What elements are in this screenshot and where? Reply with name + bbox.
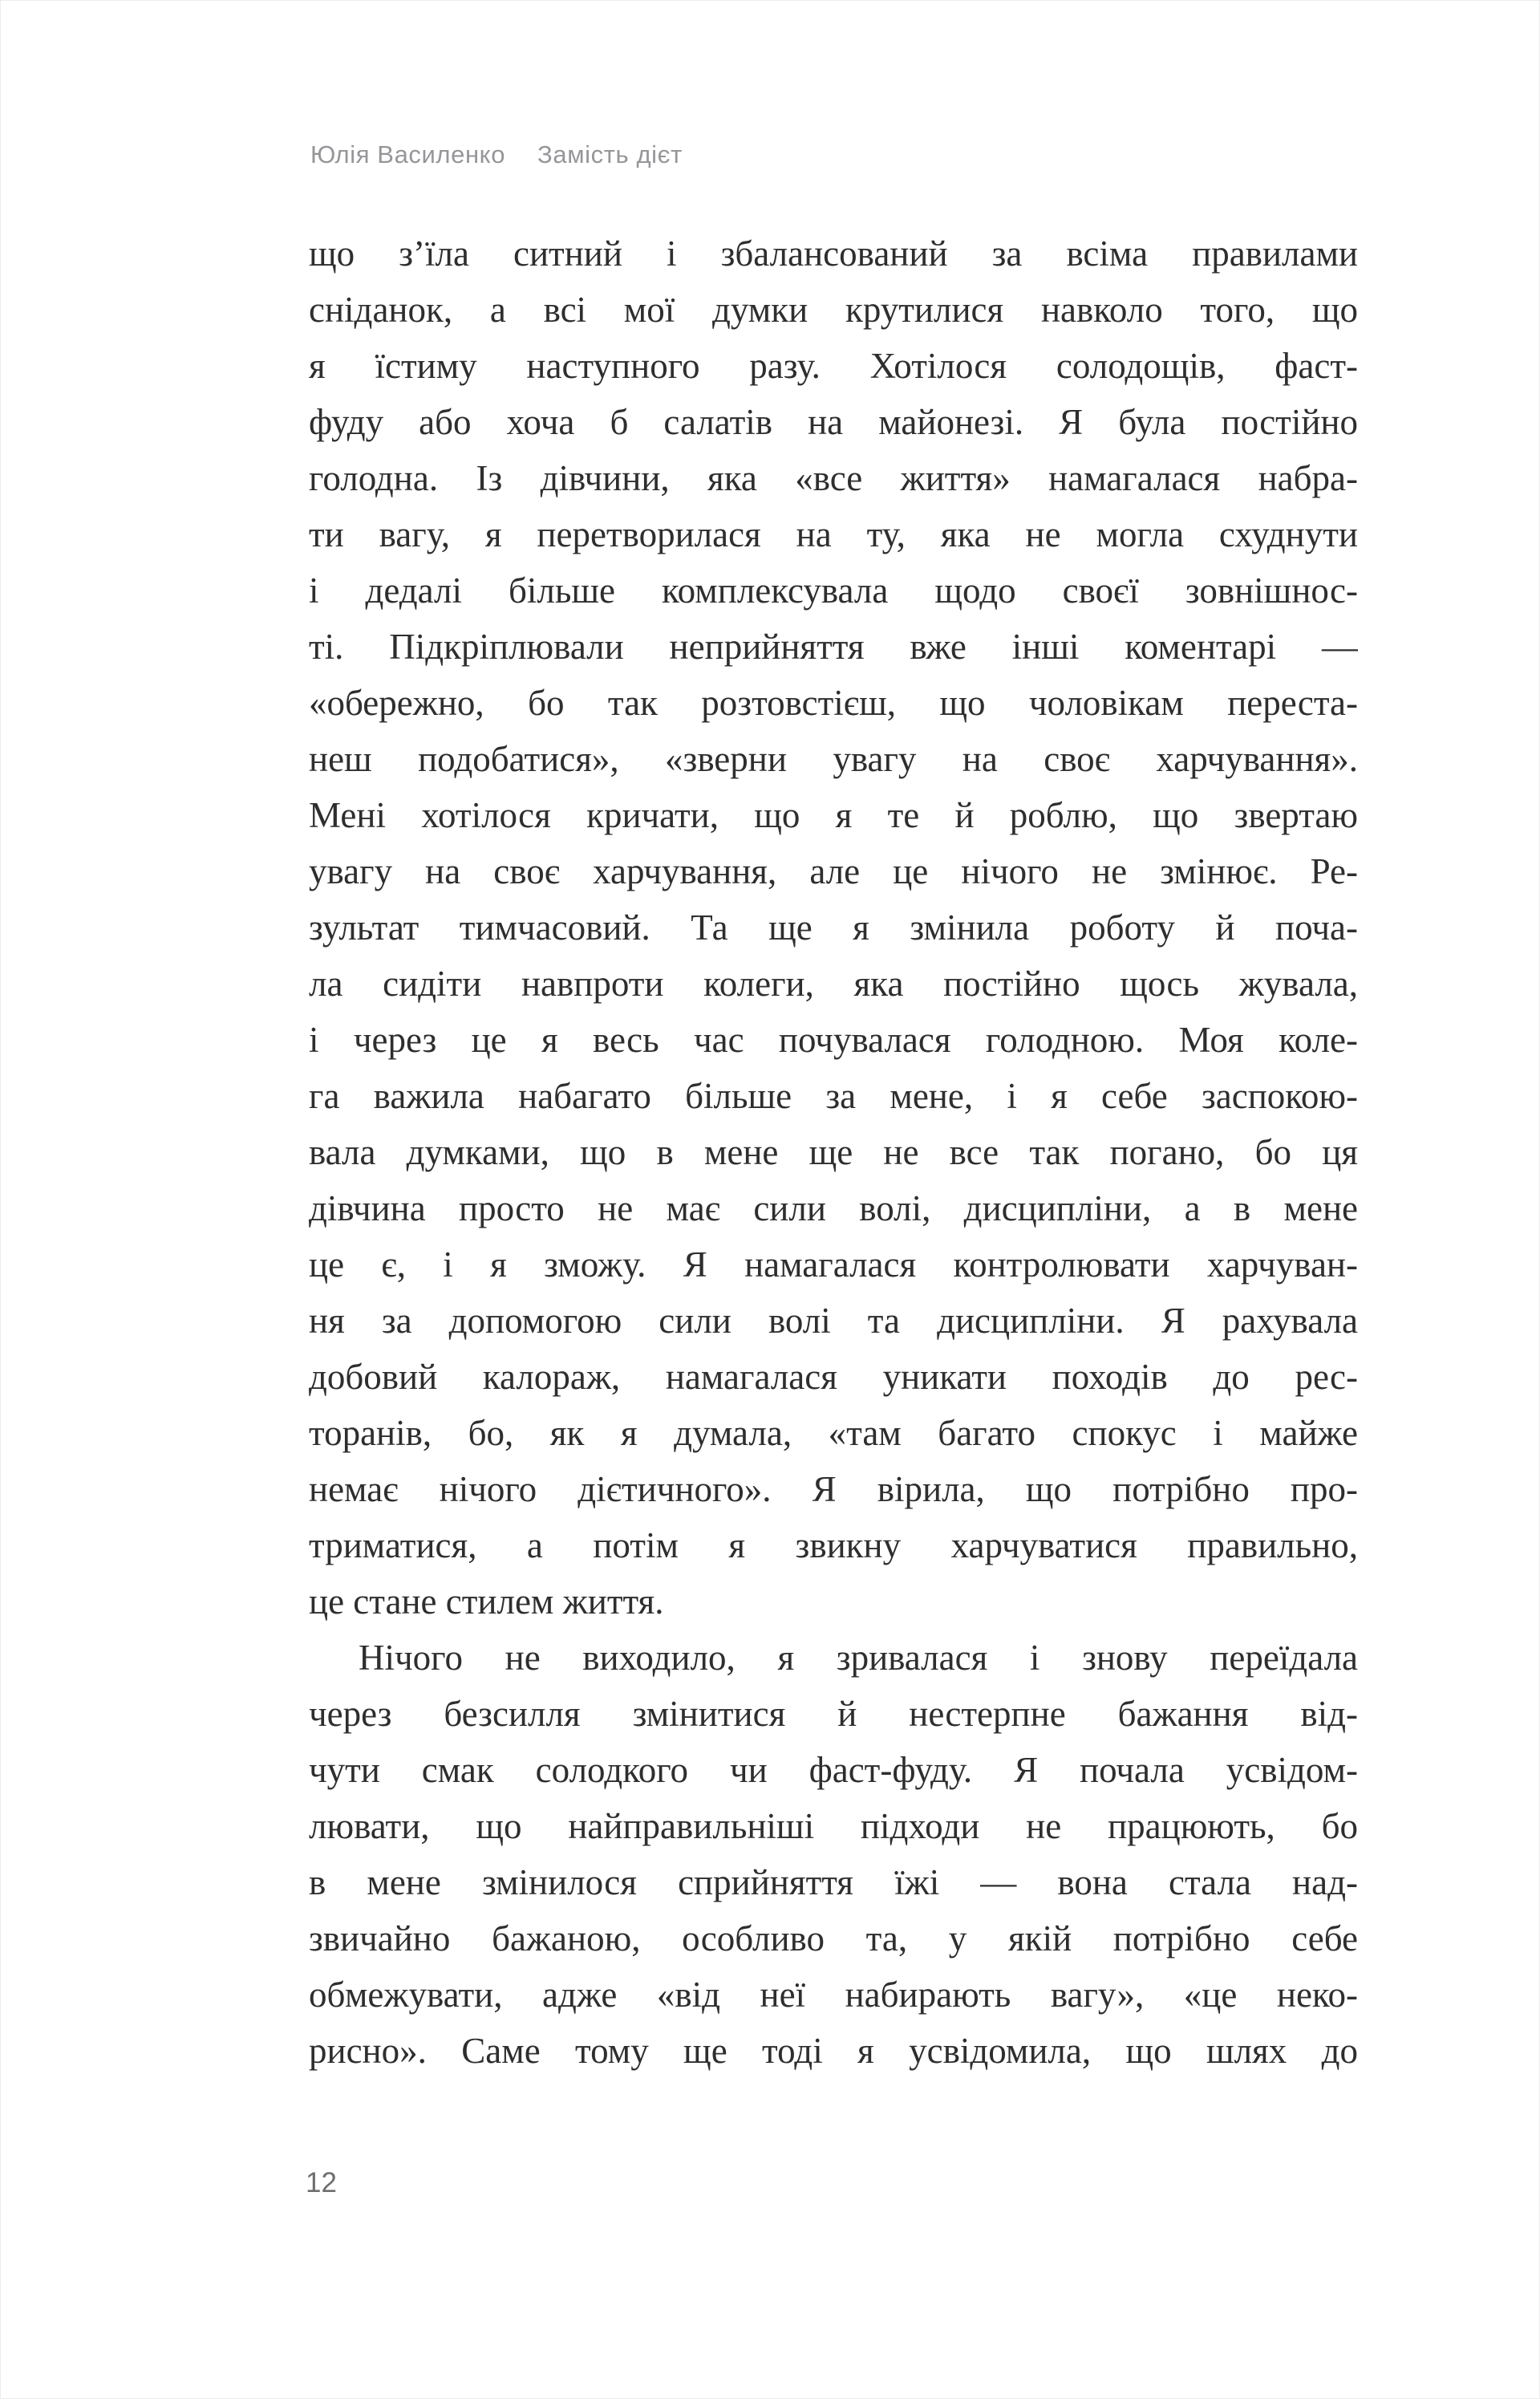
text-line: Мені хотілося кричати, що я те й роблю, що звертаю: [309, 795, 1358, 835]
text-line: добовий калораж, намагалася уникати походів до рес-: [309, 1357, 1358, 1397]
text-line: голодна. Із дівчини, яка «все життя» намагалася набра-: [309, 458, 1358, 498]
text-line: обмежувати, адже «від неї набирають вагу», «це неко-: [309, 1975, 1358, 2015]
text-line: рисно». Саме тому ще тоді я усвідомила, що шлях до: [309, 2031, 1358, 2071]
text-line: ті. Підкріплювали неприйняття вже інші коментарі —: [309, 627, 1358, 667]
text-line: ти вагу, я перетворилася на ту, яка не могла схуднути: [309, 514, 1358, 554]
text-line: увагу на своє харчування, але це нічого не змінює. Ре-: [309, 851, 1358, 891]
text-line: ня за допомогою сили волі та дисципліни. Я рахувала: [309, 1301, 1358, 1341]
text-line: торанів, бо, як я думала, «там багато спокус і майже: [309, 1413, 1358, 1453]
text-line: звичайно бажаною, особливо та, у якій потрібно себе: [309, 1918, 1358, 1959]
text-line: триматися, а потім я звикну харчуватися правильно,: [309, 1525, 1358, 1565]
text-line: і дедалі більше комплексувала щодо своєї зовнішнос-: [309, 570, 1358, 611]
running-head-author: Юлія Василенко: [310, 140, 506, 168]
text-line: це є, і я зможу. Я намагалася контролювати харчуван-: [309, 1244, 1358, 1285]
page-number: 12: [306, 2167, 337, 2198]
text-line: в мене змінилося сприйняття їжі — вона стала над-: [309, 1862, 1358, 1902]
text-line: через безсилля змінитися й нестерпне бажання від-: [309, 1694, 1358, 1734]
text-line: і через це я весь час почувалася голодною. Моя коле-: [309, 1020, 1358, 1060]
text-line: ла сидіти навпроти колеги, яка постійно щось жувала,: [309, 964, 1358, 1004]
text-line: зультат тимчасовий. Та ще я змінила роботу й поча-: [309, 907, 1358, 948]
text-line: вала думками, що в мене ще не все так погано, бо ця: [309, 1132, 1358, 1172]
text-line: дівчина просто не має сили волі, дисципліни, а в мене: [309, 1188, 1358, 1228]
text-line: це стане стилем життя.: [309, 1581, 664, 1622]
text-line: що з’їла ситний і збалансований за всіма правилами: [309, 233, 1358, 274]
running-head-book-title: Замість дієт: [537, 140, 683, 168]
text-line: га важила набагато більше за мене, і я себе заспокою-: [309, 1076, 1358, 1116]
body-text: [309, 225, 1358, 2079]
text-line: немає нічого дієтичного». Я вірила, що потрібно про-: [309, 1469, 1358, 1509]
running-head: [310, 140, 683, 169]
text-line: неш подобатися», «зверни увагу на своє харчування».: [309, 739, 1358, 779]
text-line: фуду або хоча б салатів на майонезі. Я була постійно: [309, 402, 1358, 442]
text-line: я їстиму наступного разу. Хотілося солодощів, фаст-: [309, 346, 1358, 386]
text-line: «обережно, бо так розтовстієш, що чоловікам переста-: [309, 683, 1358, 723]
text-line: сніданок, а всі мої думки крутилися навколо того, що: [309, 290, 1358, 330]
text-line: чути смак солодкого чи фаст-фуду. Я почала усвідом-: [309, 1750, 1358, 1790]
text-line: лювати, що найправильніші підходи не працюють, бо: [309, 1806, 1358, 1846]
text-line: Нічого не виходило, я зривалася і знову переїдала: [359, 1638, 1358, 1678]
